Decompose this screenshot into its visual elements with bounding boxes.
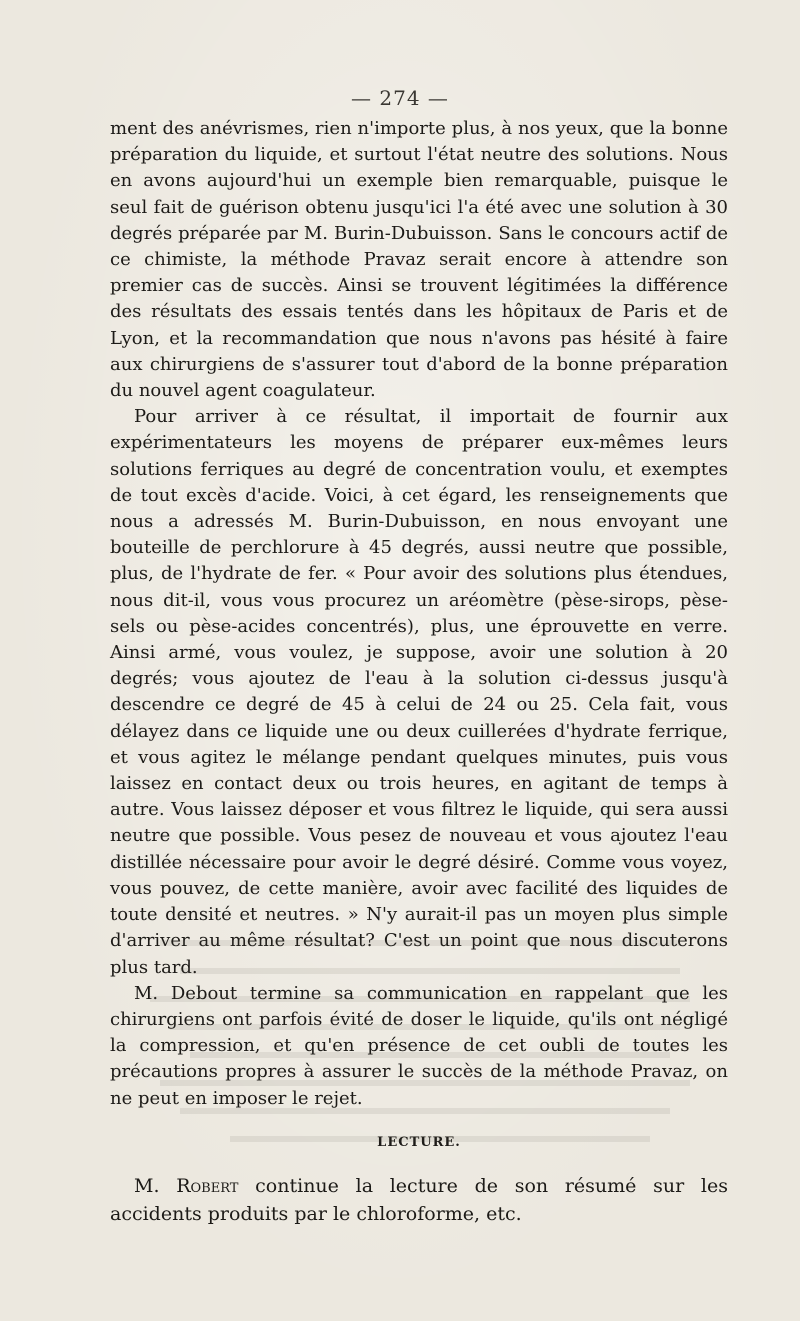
closing-paragraph bbox=[110, 1172, 728, 1228]
paragraph-2: Pour arriver à ce résultat, il importait de fournir aux expérimentateurs les moyens de préparer eux-mêmes leurs solutions ferriques au degré de concentration voulu, et exemptes de tout excès d'acide. Voici, à cet égard, les renseignements que nous a adressés M. Burin-Dubuisson, en nous envoyant une bouteille de perchlorure à 45 degrés, aussi neutre que possible, plus, de l'hydrate de fer. « Pour avoir des solutions plus étendues, nous dit-il, vous vous procurez un aréomètre (pèse-sirops, pèse-sels ou pèse-acides concentrés), plus, une éprouvette en verre. Ainsi armé, vous voulez, je suppose, avoir une solution à 20 degrés; vous ajoutez de l'eau à la solution ci-dessus jusqu'à descendre ce degré de 45 à celui de 24 ou 25. Cela fait, vous délayez dans ce liquide une ou deux cuillerées d'hydrate ferrique, et vous agitez le mélange pendant quelques minutes, puis vous laissez en contact deux ou trois heures, en agitant de temps à autre. Vous laissez déposer et vous filtrez le liquide, qui sera aussi neutre que possible. Vous pesez de nouveau et vous ajoutez l'eau distillée nécessaire pour avoir le degré désiré. Comme vous voyez, vous pouvez, de cette manière, avoir avec facilité des liquides de toute densité et neutres. » N'y aurait-il pas un moyen plus simple d'arriver au même résultat? C'est un point que nous discuterons plus tard. bbox=[110, 406, 728, 978]
author-name: Robert bbox=[176, 1174, 239, 1197]
closing-text: continue la lecture de son résumé sur les accidents produits par le chloroforme, etc. bbox=[110, 1174, 728, 1225]
page-number: — 274 — bbox=[351, 86, 449, 110]
body-text bbox=[110, 116, 728, 1228]
paragraph-3: M. Debout termine sa communication en rappelant que les chirurgiens ont parfois évité de doser le liquide, qu'ils ont négligé la compression, et qu'en présence de cet oubli de toutes les précautions propres à assurer le succès de la méthode Pravaz, on ne peut en imposer le rejet. bbox=[110, 982, 728, 1109]
section-heading: LECTURE. bbox=[377, 1134, 461, 1150]
closing-prefix: M. bbox=[134, 1174, 177, 1197]
paragraph-1: ment des anévrismes, rien n'importe plus, à nos yeux, que la bonne préparation du liquide, et surtout l'état neutre des solutions. Nous en avons aujourd'hui un exemple bien remarquable, puisque le seul fait de guérison obtenu jusqu'ici l'a été avec une solution à 30 degrés préparée par M. Burin-Dubuisson. Sans le concours actif de ce chimiste, la méthode Pravaz serait encore à attendre son premier cas de succès. Ainsi se trouvent légitimées la différence des résultats des essais tentés dans les hôpitaux de Paris et de Lyon, et la recommandation que nous n'avons pas hésité à faire aux chirurgiens de s'assurer tout d'abord de la bonne préparation du nouvel agent coagulateur. bbox=[110, 118, 728, 402]
